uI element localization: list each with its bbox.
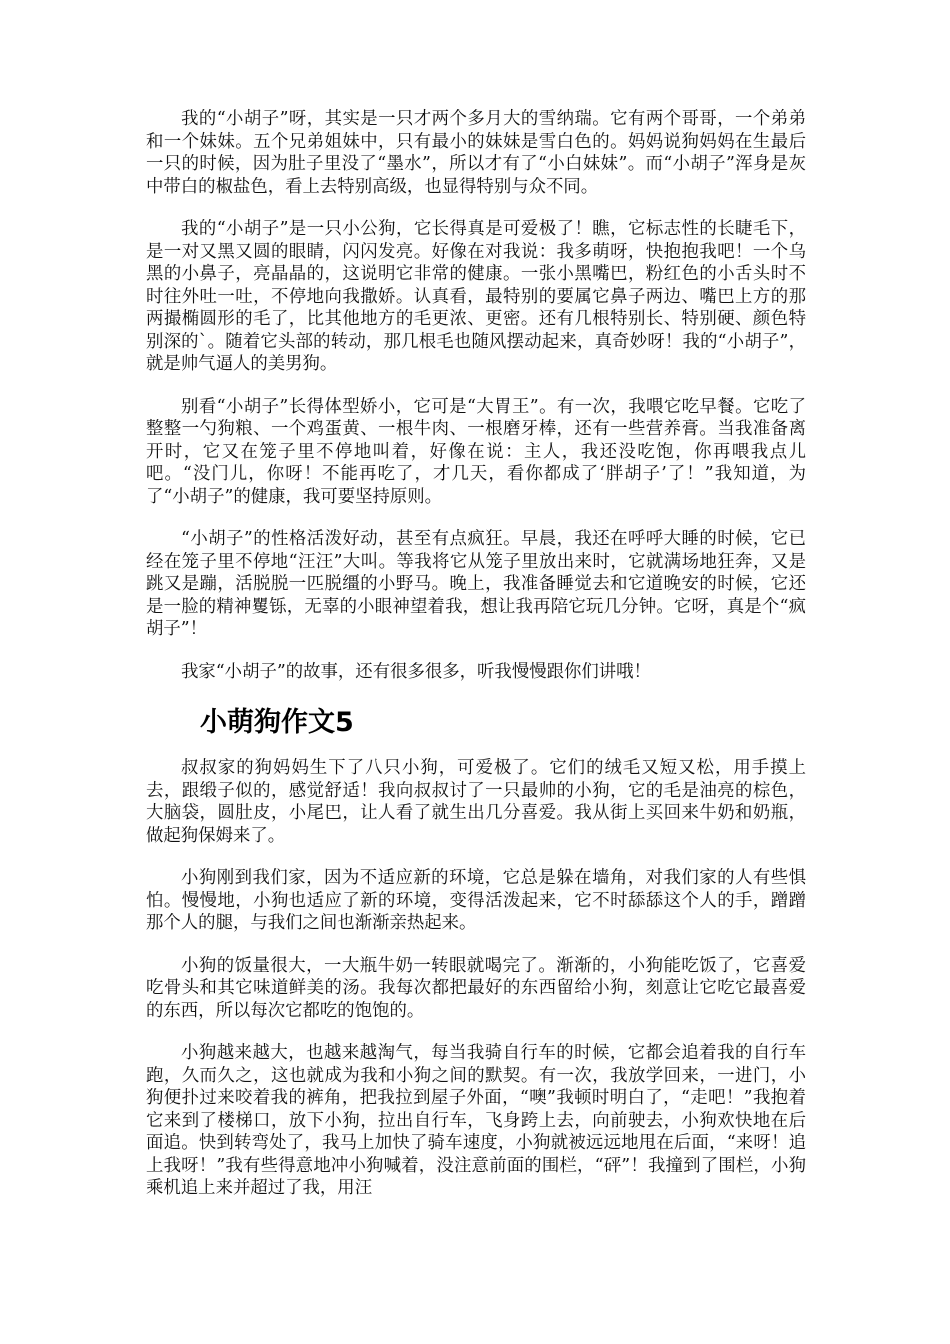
section-heading: 小萌狗作文5 xyxy=(200,707,354,738)
paragraph: “小胡子”的性格活泼好动，甚至有点疯狂。早晨，我还在呼呼大睡的时候，它已经在笼子里不停地“汪汪”大叫。等我将它从笼子里放出来时，它就满场地狂奔，又是跳又是蹦，活脱脱一匹脱缰的小野马。晚上，我准备睡觉去和它道晚安的时候，它还是一脸的精神矍铄，无辜的小眼神望着我，想让我再陪它玩几分钟。它呀，真是个“疯胡子”！ xyxy=(146,529,806,639)
paragraph: 小狗的饭量很大，一大瓶牛奶一转眼就喝完了。渐渐的，小狗能吃饭了，它喜爱吃骨头和其它味道鲜美的汤。我每次都把最好的东西留给小狗，刻意让它吃它最喜爱的东西，所以每次它都吃的饱饱的。 xyxy=(146,955,806,1021)
document-page xyxy=(146,108,806,1220)
paragraph: 我的“小胡子”呀，其实是一只才两个多月大的雪纳瑞。它有两个哥哥，一个弟弟和一个妹妹。五个兄弟姐妹中，只有最小的妹妹是雪白色的。妈妈说狗妈妈在生最后一只的时候，因为肚子里没了“墨水”，所以才有了“小白妹妹”。而“小胡子”浑身是灰中带白的椒盐色，看上去特别高级，也显得特别与众不同。 xyxy=(146,109,806,197)
paragraph: 我家“小胡子”的故事，还有很多很多，听我慢慢跟你们讲哦！ xyxy=(181,661,651,682)
paragraph: 小狗越来越大，也越来越淘气，每当我骑自行车的时候，它都会追着我的自行车跑，久而久之，这也就成为我和小狗之间的默契。有一次，我放学回来，一进门，小狗便扑过来咬着我的裤角，把我拉到屋子外面，“噢”我顿时明白了，“走吧！”我抱着它来到了楼梯口，放下小狗，拉出自行车，飞身跨上去，向前驶去，小狗欢快地在后面追。快到转弯处了，我马上加快了骑车速度，小狗就被远远地甩在后面，“来呀！追上我呀！”我有些得意地冲小狗喊着，没注意前面的围栏，“砰”！我撞到了围栏，小狗乘机追上来并超过了我，用汪 xyxy=(146,1043,806,1198)
paragraph: 我的“小胡子”是一只小公狗，它长得真是可爱极了！瞧，它标志性的长睫毛下，是一对又黑又圆的眼睛，闪闪发亮。好像在对我说：我多萌呀，快抱抱我吧！一个乌黑的小鼻子，亮晶晶的，这说明它非常的健康。一张小黑嘴巴，粉红色的小舌头时不时往外吐一吐，不停地向我撒娇。认真看，最特别的要属它鼻子两边、嘴巴上方的那两撮椭圆形的毛了，比其他地方的毛更浓、更密。还有几根特别长、特别硬、颜色特别深的`。随着它头部的转动，那几根毛也随风摆动起来，真奇妙呀！我的“小胡子”，就是帅气逼人的美男狗。 xyxy=(146,219,806,374)
paragraph: 小狗刚到我们家，因为不适应新的环境，它总是躲在墙角，对我们家的人有些惧怕。慢慢地，小狗也适应了新的环境，变得活泼起来，它不时舔舔这个人的手，蹭蹭那个人的腿，与我们之间也渐渐亲热起来。 xyxy=(146,868,806,933)
paragraph: 别看“小胡子”长得体型娇小，它可是“大胃王”。有一次，我喂它吃早餐。它吃了整整一勺狗粮、一个鸡蛋黄、一根牛肉、一根磨牙棒，还有一些营养膏。当我准备离开时，它又在笼子里不停地叫着，好像在说：主人，我还没吃饱，你再喂我点儿吧。“没门儿，你呀！不能再吃了，才几天，看你都成了‘胖胡子’了！”我知道，为了“小胡子”的健康，我可要坚持原则。 xyxy=(146,396,806,507)
paragraph: 叔叔家的狗妈妈生下了八只小狗，可爱极了。它们的绒毛又短又松，用手摸上去，跟缎子似的，感觉舒适！我向叔叔讨了一只最帅的小狗，它的毛是油亮的棕色，大脑袋，圆肚皮，小尾巴，让人看了就生出几分喜爱。我从街上买回来牛奶和奶瓶，做起狗保姆来了。 xyxy=(146,758,806,846)
